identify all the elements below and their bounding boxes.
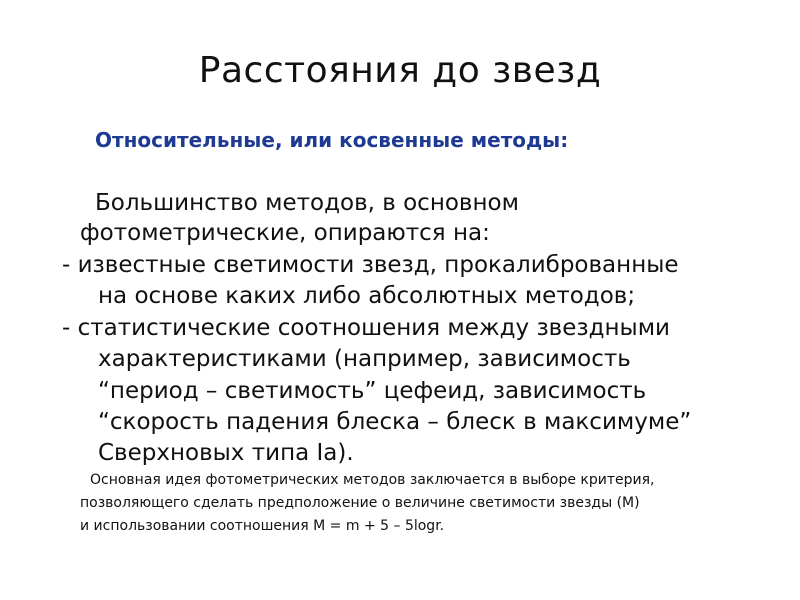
body-line: “период – светимость” цефеид, зависимость <box>98 378 647 404</box>
body-line: - статистические соотношения между звездными <box>62 315 671 341</box>
slide-title: Расстояния до звезд <box>198 50 602 91</box>
slide-subtitle: Относительные, или косвенные методы: <box>95 128 569 152</box>
note-line: позволяющего сделать предположение о величине светимости звезды (M) <box>80 495 640 511</box>
note-line: Основная идея фотометрических методов заключается в выборе критерия, <box>90 472 655 488</box>
body-line: фотометрические, опираются на: <box>80 220 490 246</box>
body-line: - известные светимости звезд, прокалиброванные <box>62 252 679 278</box>
body-line: “скорость падения блеска – блеск в максимуме” <box>98 409 692 435</box>
body-line: Сверхновых типа Ia). <box>98 440 354 466</box>
body-line: на основе каких либо абсолютных методов; <box>98 283 636 309</box>
body-line: Большинство методов, в основном <box>95 190 519 216</box>
body-line: характеристиками (например, зависимость <box>98 346 631 372</box>
note-line: и использовании соотношения M = m + 5 – 5logr. <box>80 518 445 534</box>
